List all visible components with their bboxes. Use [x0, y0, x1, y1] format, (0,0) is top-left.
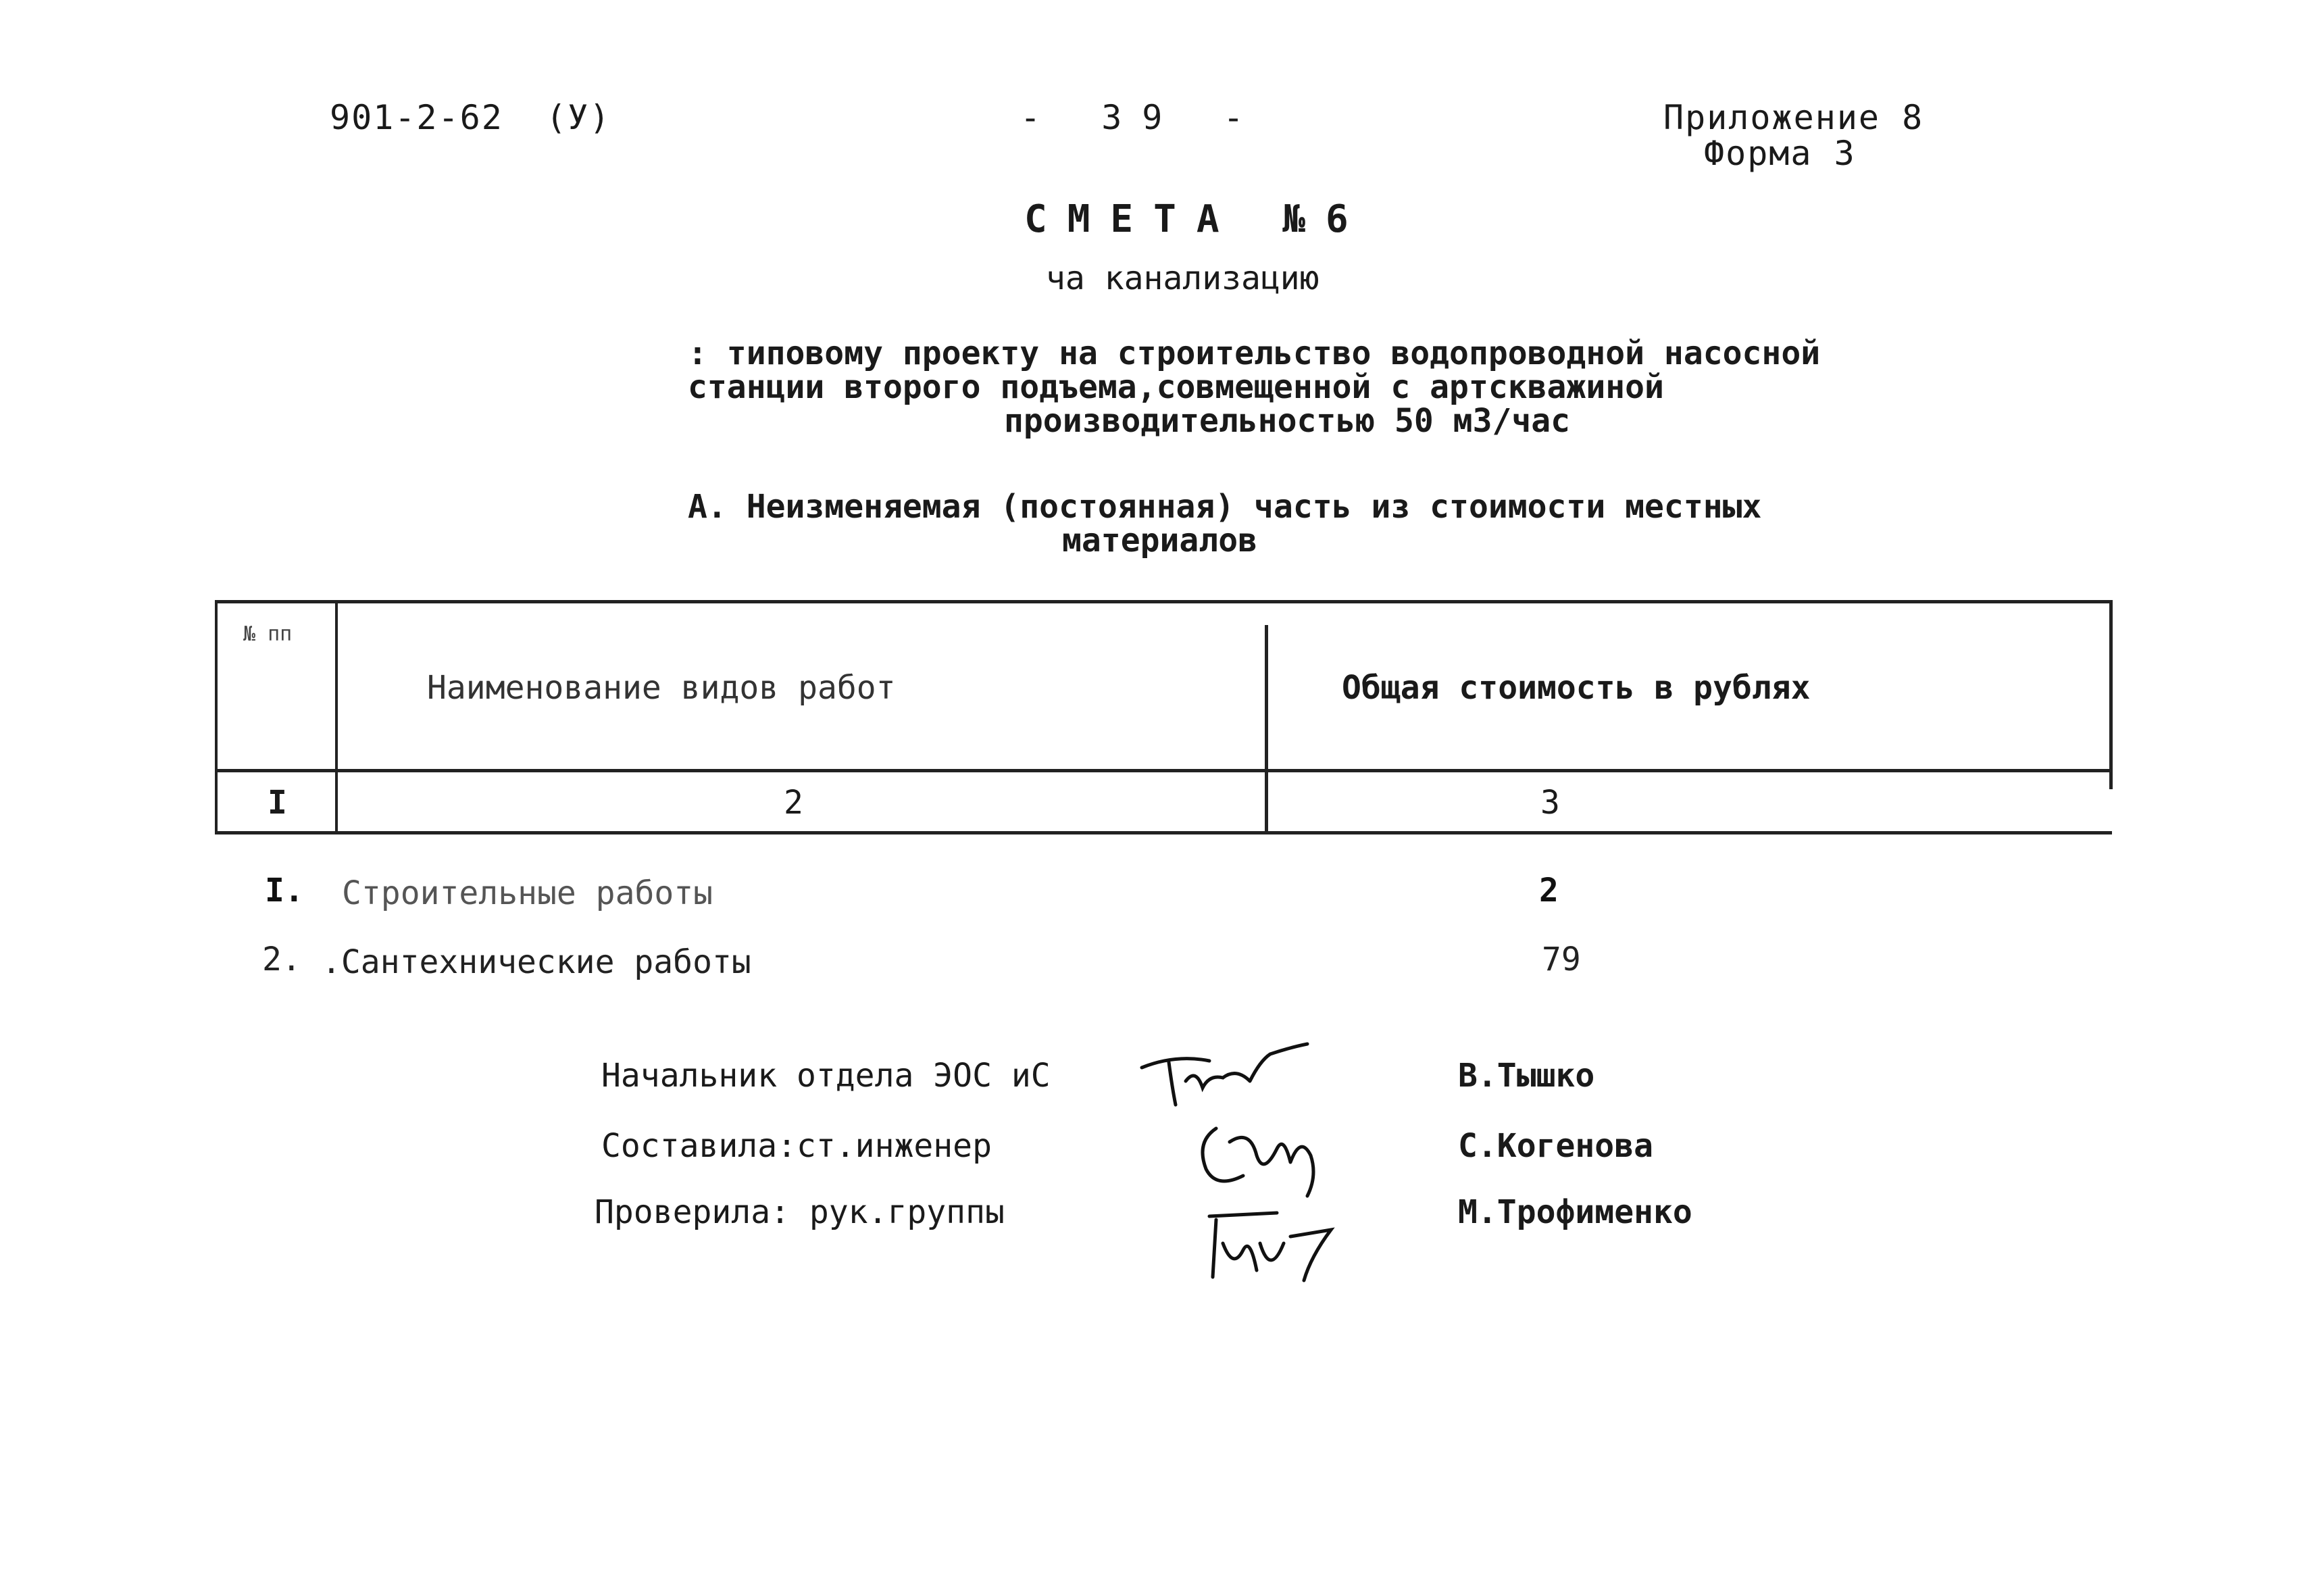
- project-line-1: : типовому проекту на строительство водопроводной насосной: [688, 334, 1821, 372]
- header-total-cost: Общая стоимость в рублях: [1342, 669, 1811, 707]
- row-cost: 79: [1542, 941, 1581, 978]
- table-bottom-border: [215, 831, 2112, 834]
- project-line-2: станции второго подъема,совмещенной с артскважиной: [688, 368, 1664, 406]
- project-line-3: производительностью 50 м3/час: [1004, 402, 1571, 440]
- handwritten-signature: [1196, 1203, 1351, 1291]
- column-number-1: I: [268, 784, 287, 822]
- row-number: 2.: [262, 941, 301, 978]
- column-number-3: 3: [1540, 784, 1560, 822]
- signature-role: Проверила: рук.группы: [595, 1193, 1005, 1231]
- row-work-name: .Сантехнические работы: [322, 943, 751, 981]
- signature-role: Начальник отдела ЭОС иС: [601, 1057, 1051, 1095]
- table-col2-divider: [1265, 625, 1268, 834]
- signature-name: С.Когенова: [1458, 1127, 1653, 1165]
- form-label: Форма 3: [1704, 134, 1856, 173]
- table-header-divider: [215, 769, 2112, 772]
- header-work-name: Наименование видов работ: [427, 669, 896, 707]
- signature-role: Составила:ст.инженер: [601, 1127, 992, 1165]
- row-work-name: Строительные работы: [342, 874, 713, 912]
- row-cost: 2: [1539, 872, 1559, 909]
- page-number: - 39 -: [1020, 98, 1264, 137]
- table-right-border: [2109, 600, 2113, 789]
- section-title-line-1: А. Неизменяемая (постоянная) часть из стоимости местных: [688, 488, 1762, 526]
- row-number: I.: [265, 872, 304, 909]
- table-col1-divider: [335, 600, 338, 834]
- estimate-subject: ча канализацию: [1046, 259, 1319, 297]
- table-top-border: [215, 600, 2112, 603]
- signature-name: В.Тышко: [1458, 1057, 1595, 1095]
- header-number: № пп: [243, 622, 293, 646]
- appendix-label: Приложение 8: [1663, 98, 1924, 137]
- handwritten-signature: [1189, 1115, 1338, 1203]
- document-code: 901-2-62: [330, 98, 503, 137]
- handwritten-signature: [1135, 1041, 1311, 1115]
- table-left-border: [215, 600, 218, 834]
- variant-mark: (У): [546, 98, 611, 137]
- column-number-2: 2: [784, 784, 803, 822]
- estimate-title: СМЕТА №6: [1024, 197, 1369, 241]
- signature-name: М.Трофименко: [1458, 1193, 1692, 1231]
- section-title-line-2: материалов: [1062, 522, 1257, 559]
